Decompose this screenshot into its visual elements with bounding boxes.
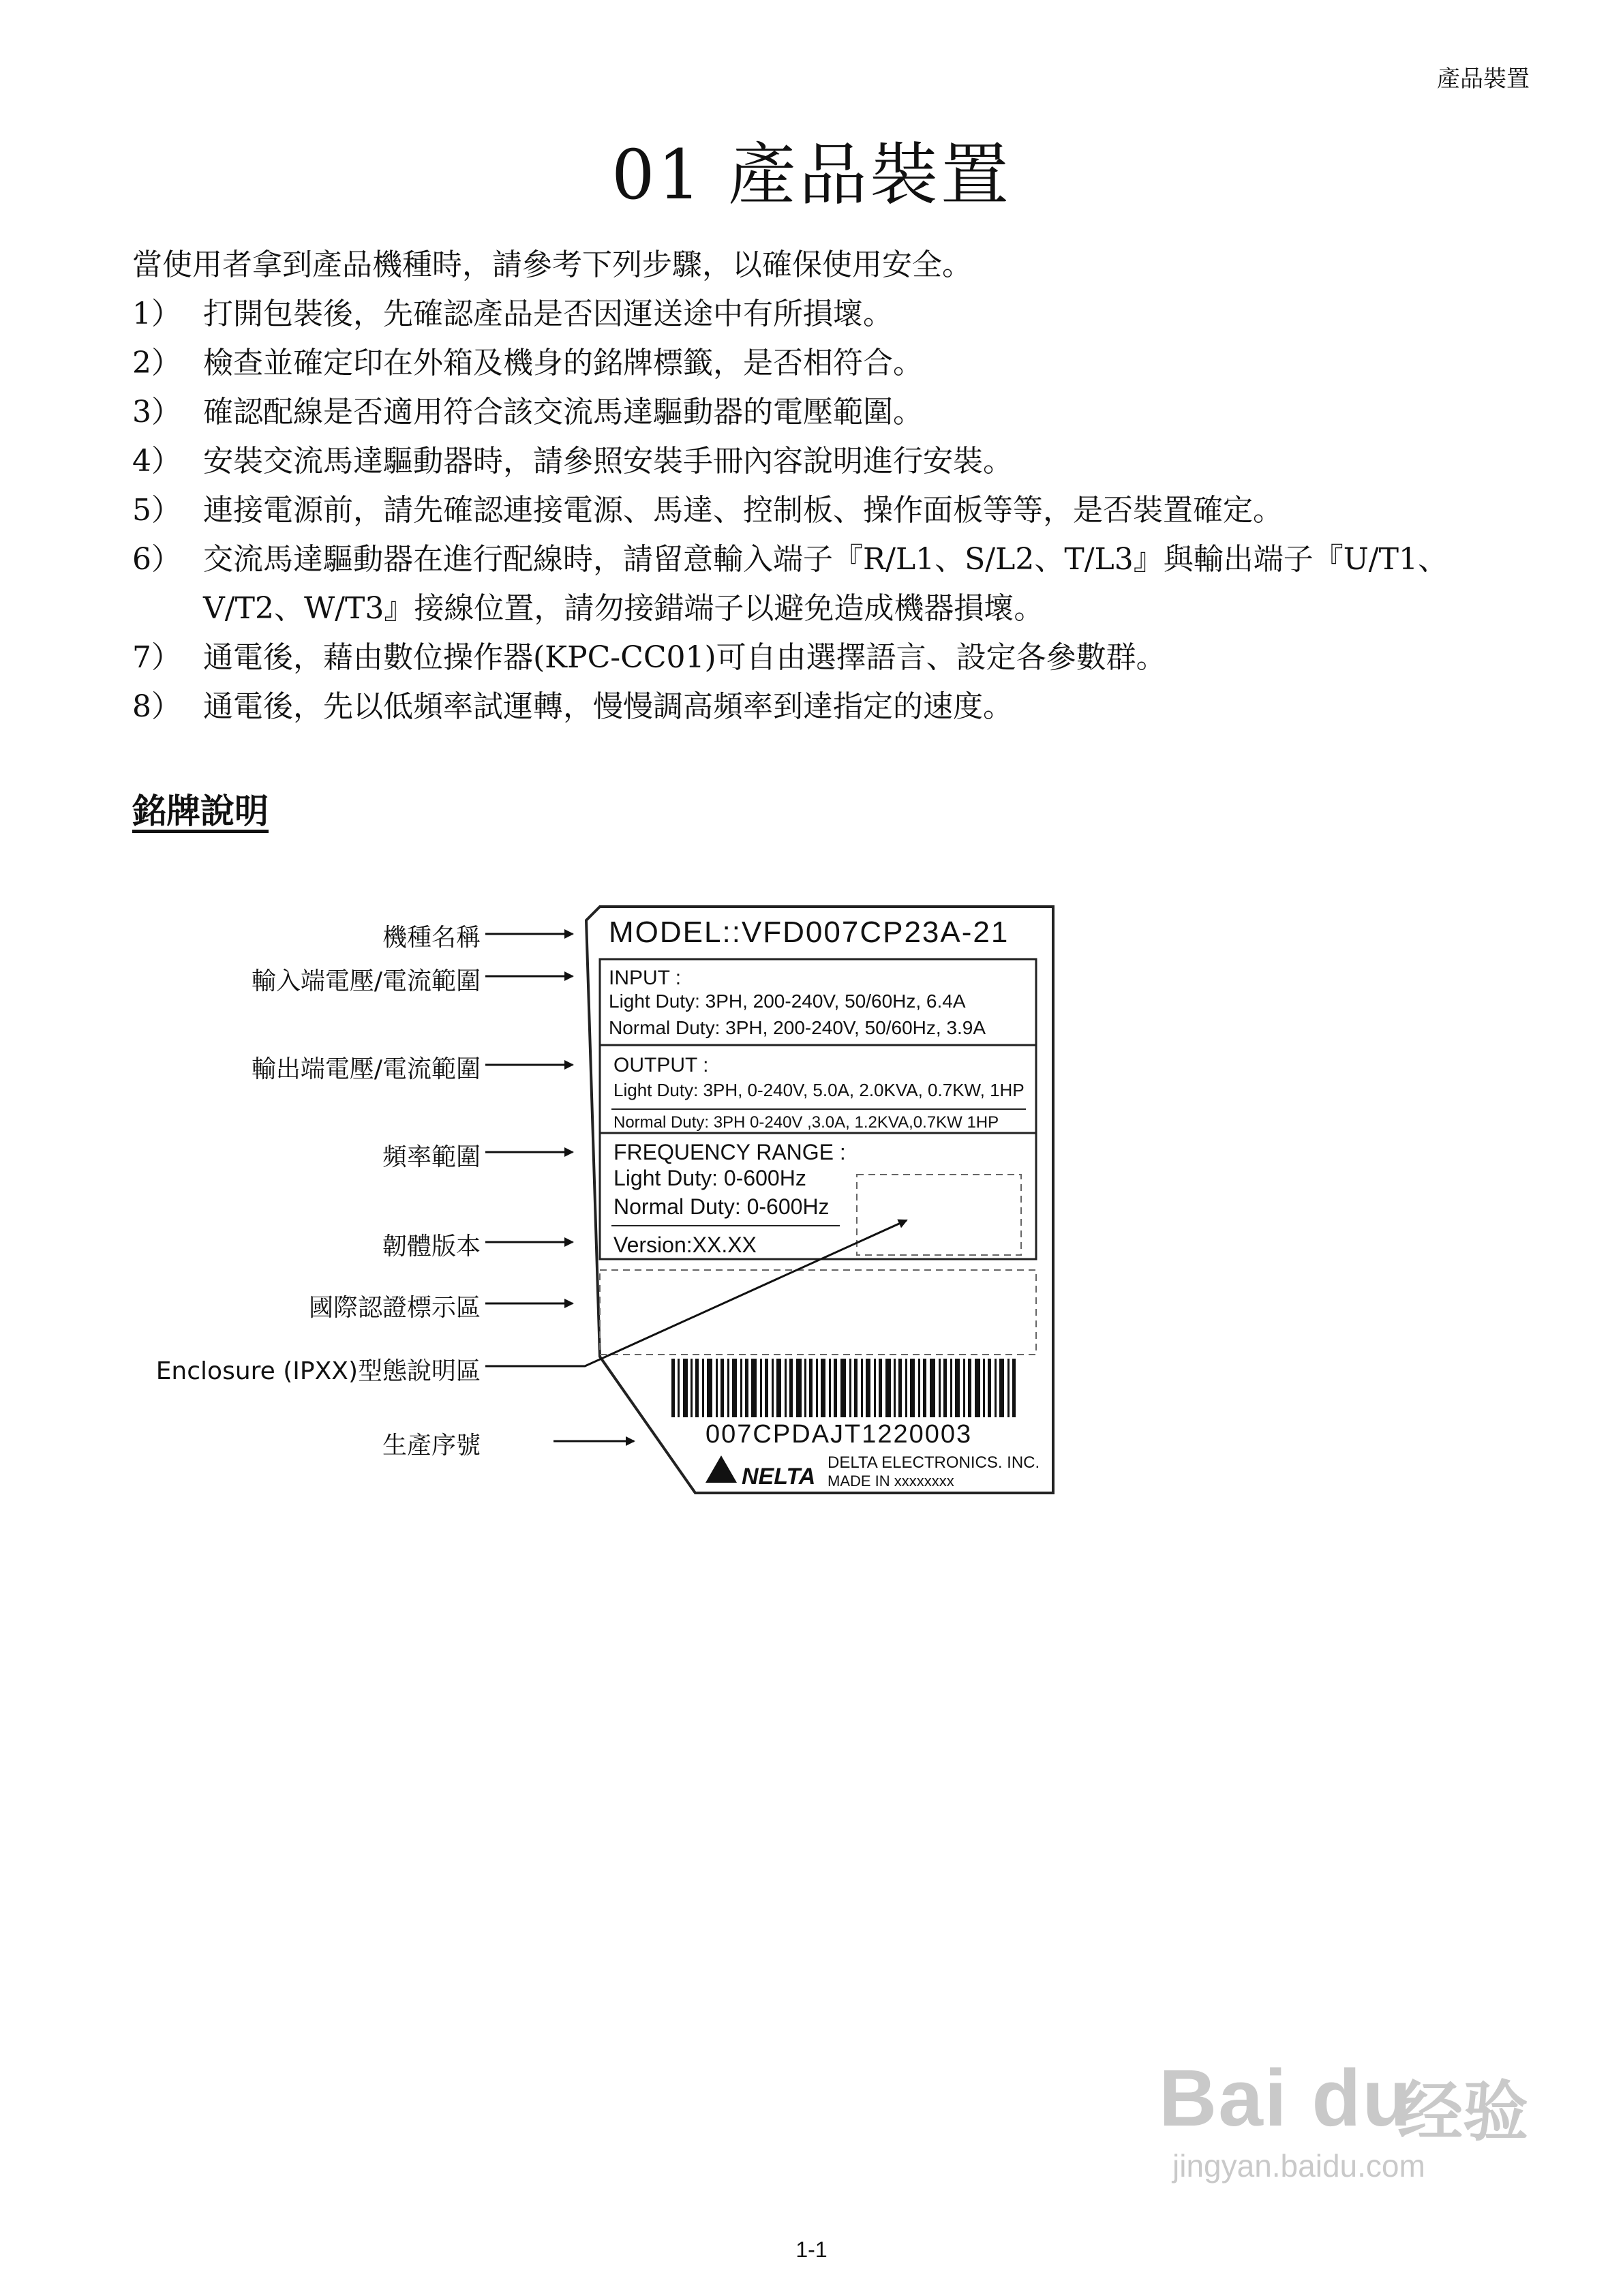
watermark-logo-cn: 经验 xyxy=(1397,2074,1528,2150)
nameplate-output-title: OUTPUT : xyxy=(613,1054,709,1076)
delta-logo-icon xyxy=(706,1455,737,1483)
watermark-logo-text: Bai du xyxy=(1159,2053,1413,2143)
step-item xyxy=(132,682,1536,731)
nameplate-frequency-normal: Normal Duty: 0-600Hz xyxy=(613,1194,830,1219)
barcode xyxy=(671,1359,1016,1417)
nameplate-frequency-title: FREQUENCY RANGE : xyxy=(613,1140,846,1164)
nameplate-company: DELTA ELECTRONICS. INC. xyxy=(828,1453,1040,1472)
page-title: 01 產品裝置 xyxy=(611,135,1012,215)
step-number: 8） xyxy=(132,689,181,724)
steps-list xyxy=(132,290,1536,731)
step-text: 連接電源前，請先確認連接電源、馬達、控制板、操作面板等等，是否裝置確定。 xyxy=(203,493,1283,528)
enclosure-box xyxy=(857,1175,1021,1255)
nameplate-input-light: Light Duty: 3PH, 200-240V, 50/60Hz, 6.4A xyxy=(609,991,966,1012)
step-number: 4） xyxy=(132,444,181,479)
callout-firmware-version: 韌體版本 xyxy=(382,1233,481,1260)
nameplate-brand: NELTA xyxy=(742,1464,816,1490)
nameplate-input-title: INPUT : xyxy=(609,967,682,989)
callout-model-name: 機種名稱 xyxy=(382,924,481,952)
certification-box xyxy=(600,1270,1036,1355)
page-number: 1-1 xyxy=(795,2237,828,2262)
step-item xyxy=(132,388,1536,437)
step-text: 通電後，先以低頻率試運轉，慢慢調高頻率到達指定的速度。 xyxy=(203,689,1013,724)
step-item xyxy=(132,339,1536,388)
nameplate-version: Version:XX.XX xyxy=(613,1233,757,1257)
step-item xyxy=(132,290,1536,339)
step-text: 確認配線是否適用符合該交流馬達驅動器的電壓範圍。 xyxy=(203,395,923,429)
step-item xyxy=(132,437,1536,486)
running-header: 產品裝置 xyxy=(1437,65,1530,93)
nameplate-model: MODEL::VFD007CP23A-21 xyxy=(609,916,1010,949)
step-text: 檢查並確定印在外箱及機身的銘牌標籤，是否相符合。 xyxy=(203,346,923,380)
nameplate-output-normal: Normal Duty: 3PH 0-240V ,3.0A, 1.2KVA,0.7KW 1HP xyxy=(613,1113,999,1132)
nameplate-input-normal: Normal Duty: 3PH, 200-240V, 50/60Hz, 3.9A xyxy=(609,1017,986,1038)
callout-output-range: 輸出端電壓/電流範圍 xyxy=(251,1055,481,1083)
step-text: 安裝交流馬達驅動器時，請參照安裝手冊內容說明進行安裝。 xyxy=(203,444,1013,479)
nameplate-made-in: MADE IN xxxxxxxx xyxy=(828,1472,954,1490)
callout-serial-number: 生產序號 xyxy=(382,1432,481,1460)
nameplate-serial: 007CPDAJT1220003 xyxy=(706,1420,973,1449)
step-number: 7） xyxy=(132,640,181,675)
step-item xyxy=(132,633,1536,682)
step-item xyxy=(132,486,1536,535)
callout-enclosure-area: Enclosure (IPXX)型態說明區 xyxy=(155,1357,481,1385)
step-number: 5） xyxy=(132,493,181,528)
step-number: 1） xyxy=(132,297,181,331)
intro-paragraph: 當使用者拿到產品機種時，請參考下列步驟，以確保使用安全。 xyxy=(132,247,972,282)
step-item xyxy=(132,535,1536,633)
nameplate-frequency-light: Light Duty: 0-600Hz xyxy=(613,1166,806,1190)
step-number: 6） xyxy=(132,542,181,577)
callout-input-range: 輸入端電壓/電流範圍 xyxy=(251,967,481,995)
step-number: 3） xyxy=(132,395,181,429)
step-text: 打開包裝後，先確認產品是否因運送途中有所損壞。 xyxy=(203,297,893,331)
callout-frequency-range: 頻率範圍 xyxy=(382,1143,481,1171)
step-number: 2） xyxy=(132,346,181,380)
baidu-watermark xyxy=(1159,2052,1541,2184)
watermark-url: jingyan.baidu.com xyxy=(1172,2148,1425,2184)
step-text: 交流馬達驅動器在進行配線時，請留意輸入端子『R/L1、S/L2、T/L3』與輸出端子『U/T1、V/T2、W/T3』接線位置，請勿接錯端子以避免造成機器損壞。 xyxy=(203,542,1448,626)
callout-certification-area: 國際認證標示區 xyxy=(308,1294,481,1322)
nameplate-output-light: Light Duty: 3PH, 0-240V, 5.0A, 2.0KVA, 0.7KW, 1HP xyxy=(613,1080,1025,1100)
section-title: 銘牌說明 xyxy=(132,791,269,831)
step-text: 通電後，藉由數位操作器(KPC-CC01)可自由選擇語言、設定各參數群。 xyxy=(203,640,1166,675)
